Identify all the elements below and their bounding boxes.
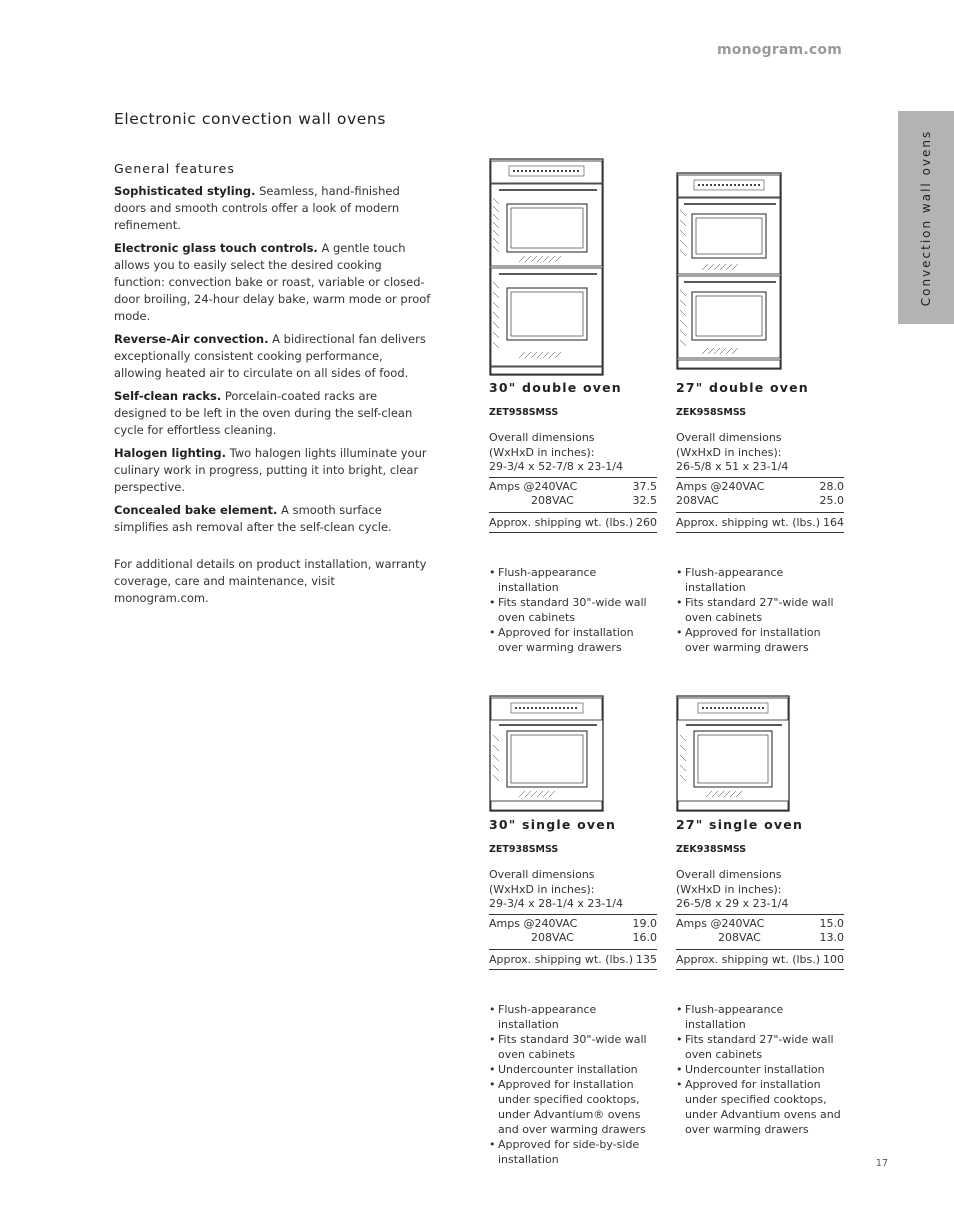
feature-item: Self-clean racks. Porcelain-coated racks are designed to be left in the oven during the self-clean cycle for effortless cleaning.	[114, 389, 413, 437]
list-item: • Fits standard 27"-wide wall oven cabinets	[676, 1032, 844, 1062]
section-side-tab	[898, 111, 954, 324]
amps-table	[676, 915, 844, 950]
feature-item: Halogen lighting. Two halogen lights illuminate your culinary work in progress, putting it into bright, clear perspective.	[114, 446, 427, 494]
product-model: ZEK938SMSS	[676, 844, 747, 855]
product-30-double-oven	[489, 158, 657, 655]
product-bullets	[489, 565, 657, 655]
feature-item: Reverse-Air convection. A bidirectional fan delivers exceptionally consistent cooking performance, allowing heated air to circulate on all sides of food.	[114, 332, 426, 380]
dims-units: (WxHxD in inches):	[489, 882, 595, 896]
feature-item: Sophisticated styling. Seamless, hand-finished doors and smooth controls offer a look of modern refinement.	[114, 184, 400, 232]
list-item: • Flush-appearance installation	[489, 565, 657, 595]
site-url[interactable]: monogram.com	[717, 42, 842, 58]
shipping-weight-label: Approx. shipping wt. (lbs.)	[676, 952, 821, 966]
dims-units: (WxHxD in inches):	[489, 445, 595, 459]
dims-label: Overall dimensions	[676, 868, 782, 881]
amps-240-label: Amps @240VAC	[489, 479, 578, 493]
oven-illustration	[489, 158, 657, 380]
amps-240-label: Amps @240VAC	[676, 479, 765, 493]
dims-units: (WxHxD in inches):	[676, 882, 782, 896]
overall-dimensions	[676, 431, 844, 478]
amps-208-value: 13.0	[819, 931, 844, 944]
list-item: • Approved for side-by-side installation	[489, 1137, 657, 1167]
oven-illustration	[489, 695, 657, 817]
shipping-weight-row	[489, 513, 657, 534]
side-tab-label: Convection wall ovens	[919, 129, 933, 306]
amps-240-value: 37.5	[632, 479, 657, 493]
product-model: ZET958SMSS	[489, 407, 559, 418]
feature-item: Electronic glass touch controls. A gentle touch allows you to easily select the desired cooking function: convection bake or roast, variable or closed-door broiling, 24-hour delay bake, warm mode or proof mode.	[114, 241, 431, 323]
amps-240-label: Amps @240VAC	[676, 916, 765, 930]
product-name: 30" single oven	[489, 817, 617, 832]
product-bullets	[676, 565, 844, 655]
product-bullets	[676, 1002, 844, 1137]
amps-240-value: 15.0	[819, 916, 844, 930]
dims-value: 26-5/8 x 29 x 23-1/4	[676, 897, 789, 910]
general-features-heading: General features	[114, 161, 235, 176]
overall-dimensions	[489, 868, 657, 915]
list-item: • Fits standard 30"-wide wall oven cabinets	[489, 1032, 657, 1062]
list-item: • Undercounter installation	[489, 1062, 657, 1077]
product-27-double-oven	[676, 172, 844, 655]
amps-208-value: 16.0	[632, 931, 657, 944]
dims-label: Overall dimensions	[489, 431, 595, 444]
amps-240-label: Amps @240VAC	[489, 916, 578, 930]
product-name: 27" single oven	[676, 817, 804, 832]
product-27-single-oven	[676, 695, 844, 1137]
shipping-weight-row	[489, 950, 657, 971]
additional-details-note: For additional details on product installation, warranty coverage, care and maintenance, visit monogram.com.	[114, 557, 427, 605]
list-item: • Approved for installation under specified cooktops, under Advantium® ovens and over warming drawers	[489, 1077, 657, 1137]
amps-208-label: 208VAC	[531, 494, 574, 507]
shipping-weight-label: Approx. shipping wt. (lbs.)	[489, 515, 634, 529]
list-item: • Fits standard 30"-wide wall oven cabinets	[489, 595, 657, 625]
amps-240-value: 28.0	[819, 479, 844, 493]
features-list	[114, 183, 432, 613]
oven-illustration	[676, 172, 844, 380]
product-name: 30" double oven	[489, 380, 622, 395]
list-item: • Flush-appearance installation	[489, 1002, 657, 1032]
amps-208-value: 25.0	[819, 494, 844, 507]
overall-dimensions	[676, 868, 844, 915]
product-30-single-oven	[489, 695, 657, 1167]
shipping-weight-value: 135	[636, 952, 657, 966]
list-item: • Approved for installation under specified cooktops, under Advantium ovens and over warming drawers	[676, 1077, 844, 1137]
list-item: • Flush-appearance installation	[676, 1002, 844, 1032]
amps-table	[676, 478, 844, 513]
product-model: ZET938SMSS	[489, 844, 559, 855]
amps-208-label: 208VAC	[531, 931, 574, 944]
overall-dimensions	[489, 431, 657, 478]
list-item: • Approved for installation over warming drawers	[489, 625, 657, 655]
list-item: • Fits standard 27"-wide wall oven cabinets	[676, 595, 844, 625]
dims-label: Overall dimensions	[676, 431, 782, 444]
shipping-weight-row	[676, 513, 844, 534]
amps-table	[489, 478, 657, 513]
amps-240-value: 19.0	[632, 916, 657, 930]
shipping-weight-value: 260	[636, 515, 657, 529]
amps-208-value: 32.5	[632, 494, 657, 507]
product-bullets	[489, 1002, 657, 1167]
dims-units: (WxHxD in inches):	[676, 445, 782, 459]
amps-208-label: 208VAC	[718, 931, 761, 944]
list-item: • Approved for installation over warming drawers	[676, 625, 844, 655]
dims-label: Overall dimensions	[489, 868, 595, 881]
feature-item: Concealed bake element. A smooth surface simplifies ash removal after the self-clean cycle.	[114, 503, 392, 534]
oven-illustration	[676, 695, 844, 817]
amps-208-label: 208VAC	[676, 494, 719, 507]
product-model: ZEK958SMSS	[676, 407, 747, 418]
shipping-weight-value: 100	[823, 952, 844, 966]
dims-value: 29-3/4 x 52-7/8 x 23-1/4	[489, 460, 624, 473]
page-number: 17	[875, 1158, 888, 1169]
shipping-weight-label: Approx. shipping wt. (lbs.)	[489, 952, 634, 966]
list-item: • Flush-appearance installation	[676, 565, 844, 595]
shipping-weight-row	[676, 950, 844, 971]
amps-table	[489, 915, 657, 950]
product-name: 27" double oven	[676, 380, 809, 395]
list-item: • Undercounter installation	[676, 1062, 844, 1077]
shipping-weight-value: 164	[823, 515, 844, 529]
dims-value: 26-5/8 x 51 x 23-1/4	[676, 460, 789, 473]
page-title: Electronic convection wall ovens	[114, 110, 387, 128]
dims-value: 29-3/4 x 28-1/4 x 23-1/4	[489, 897, 624, 910]
shipping-weight-label: Approx. shipping wt. (lbs.)	[676, 515, 821, 529]
